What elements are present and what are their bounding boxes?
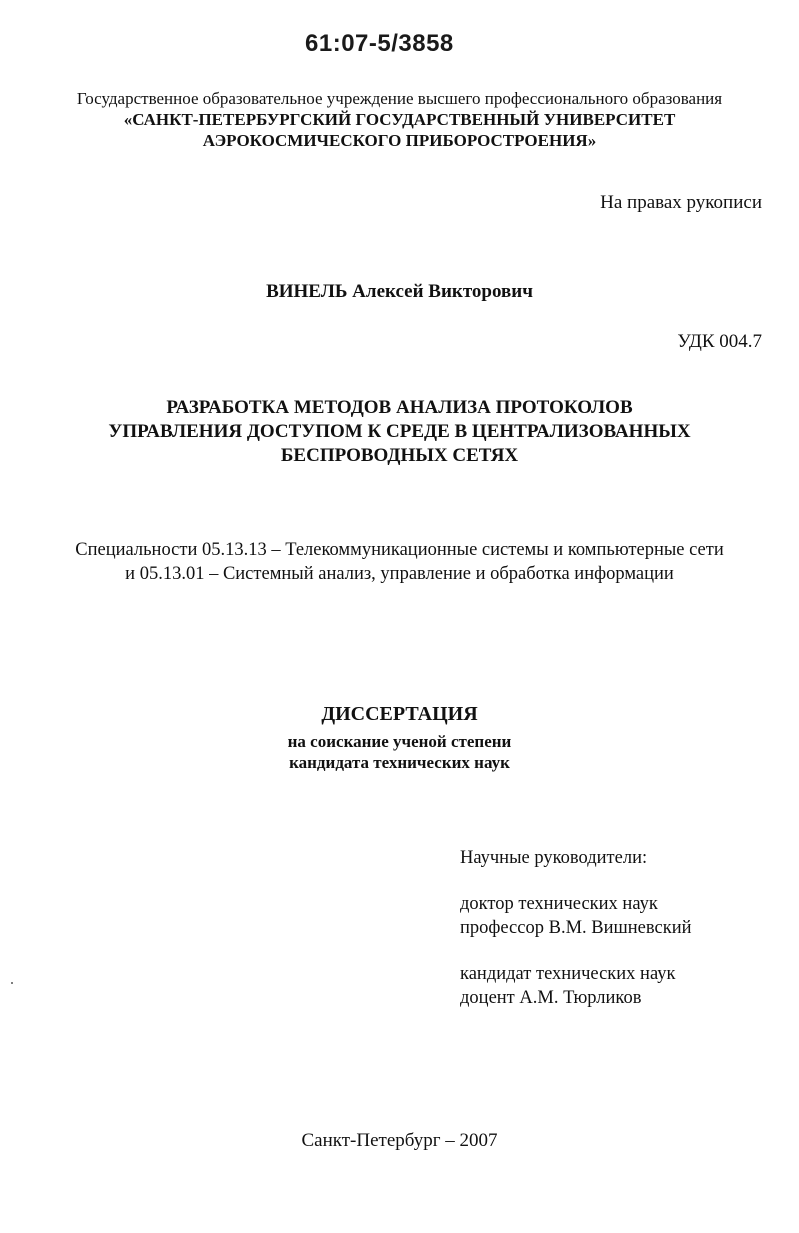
archive-stamp-number: 61:07-5/3858 — [305, 30, 454, 57]
title-line2: УПРАВЛЕНИЯ ДОСТУПОМ К СРЕДЕ В ЦЕНТРАЛИЗОВАННЫХ — [108, 421, 691, 442]
institution-type: Государственное образовательное учреждение высшего профессионального образования — [76, 89, 723, 108]
degree-line2: кандидата технических наук — [289, 753, 510, 772]
advisors-block — [460, 846, 692, 1010]
specialty-line2: и 05.13.01 – Системный анализ, управление и обработка информации — [125, 564, 674, 584]
degree-block — [0, 731, 799, 773]
title-line1: РАЗРАБОТКА МЕТОДОВ АНАЛИЗА ПРОТОКОЛОВ — [166, 397, 633, 418]
advisors-heading: Научные руководители: — [460, 848, 648, 868]
institution-name-line1: «САНКТ-ПЕТЕРБУРГСКИЙ ГОСУДАРСТВЕННЫЙ УНИВЕРСИТЕТ — [123, 110, 676, 129]
udk-code: УДК 004.7 — [677, 331, 762, 352]
advisor-2-name: доцент А.М. Тюрликов — [460, 988, 642, 1008]
scan-speck — [11, 982, 13, 984]
advisor-1 — [460, 892, 692, 940]
author-name: ВИНЕЛЬ Алексей Викторович — [266, 281, 533, 302]
dissertation-title — [0, 396, 799, 468]
advisor-2-degree: кандидат технических наук — [460, 964, 676, 984]
dissertation-heading: ДИССЕРТАЦИЯ — [321, 703, 478, 725]
institution-block — [0, 88, 799, 151]
advisor-1-name: профессор В.М. Вишневский — [460, 918, 692, 938]
advisor-1-degree: доктор технических наук — [460, 894, 658, 914]
advisor-2 — [460, 962, 692, 1010]
city-year: Санкт-Петербург – 2007 — [301, 1130, 498, 1151]
degree-line1: на соискание ученой степени — [287, 732, 512, 751]
institution-name-line2: АЭРОКОСМИЧЕСКОГО ПРИБОРОСТРОЕНИЯ» — [202, 131, 597, 150]
manuscript-rights-note: На правах рукописи — [600, 192, 762, 213]
specialties-block — [0, 538, 799, 586]
title-line3: БЕСПРОВОДНЫХ СЕТЯХ — [280, 445, 519, 466]
specialty-line1: Специальности 05.13.13 – Телекоммуникационные системы и компьютерные сети — [75, 540, 724, 560]
